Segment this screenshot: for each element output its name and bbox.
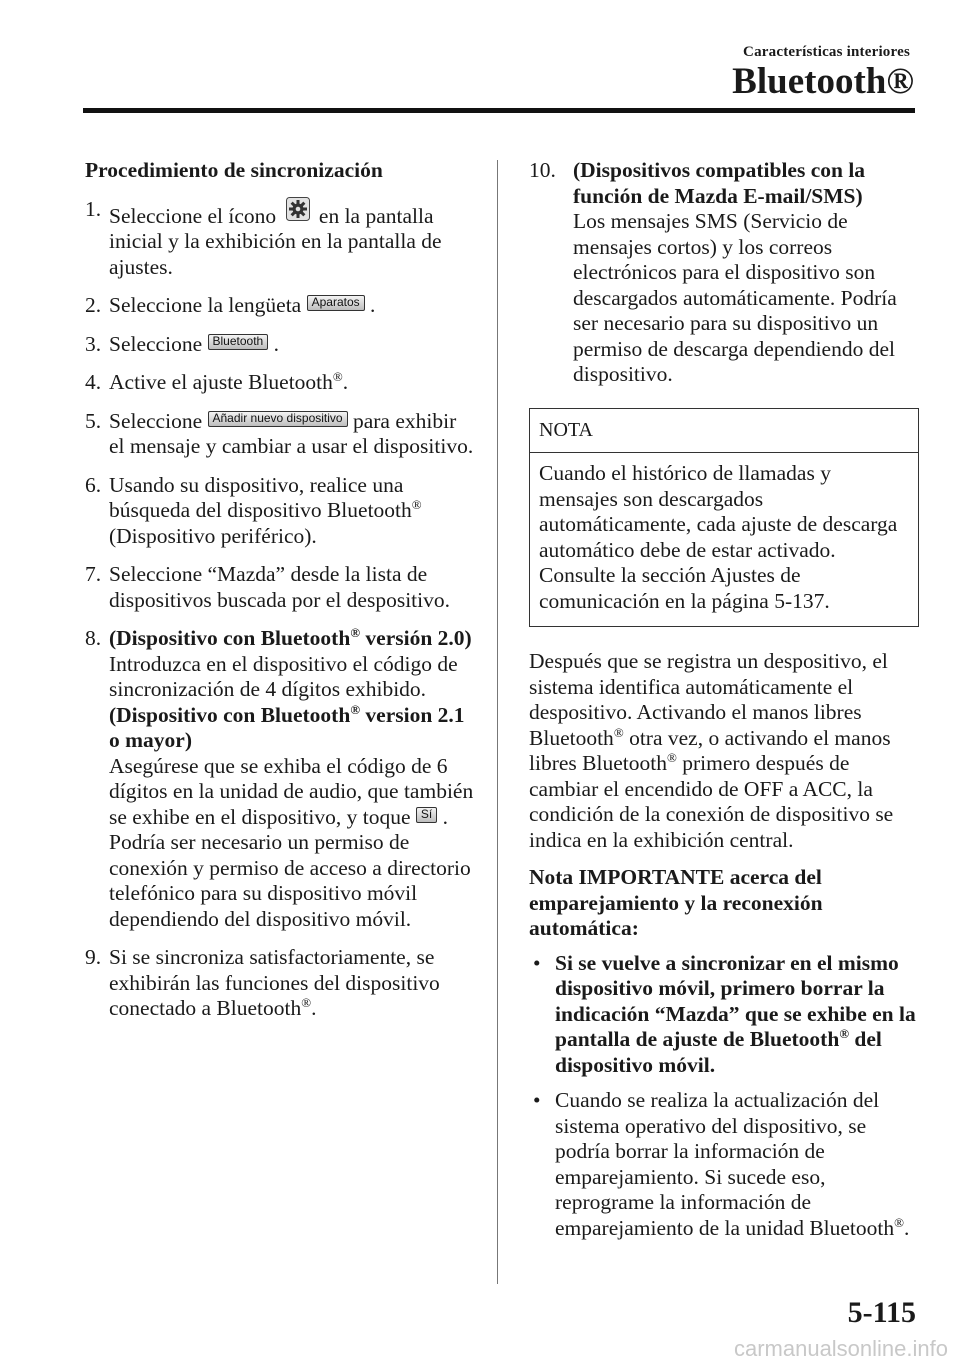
step-text-post: (Dispositivo periférico). xyxy=(109,523,317,548)
step-text-pre: Seleccione xyxy=(109,331,203,356)
registered-mark: ® xyxy=(411,496,422,512)
registered-mark: ® xyxy=(613,724,624,740)
step-9 xyxy=(85,945,475,1022)
step-text-post: . xyxy=(442,804,449,829)
add-new-device-button[interactable]: Añadir nuevo dispositivo xyxy=(208,411,348,427)
registered-mark: ® xyxy=(350,701,361,717)
step-number: 5. xyxy=(85,408,102,433)
step-text-pre: Usando su dispositivo, realice una búsqueda del dispositivo Bluetooth xyxy=(109,472,412,522)
step-3 xyxy=(85,332,475,358)
registered-mark: ® xyxy=(350,624,361,640)
step-text xyxy=(109,945,475,1022)
registered-mark: ® xyxy=(839,1025,850,1041)
step-heading: (Dispositivo con Bluetooth® versión 2.0) xyxy=(109,624,472,650)
aparatos-tab-button[interactable]: Aparatos xyxy=(307,295,365,311)
step-1 xyxy=(85,197,475,281)
step-text-pre: Seleccione la lengüeta xyxy=(109,293,302,317)
step-text-post: . xyxy=(311,996,317,1020)
step-2 xyxy=(85,293,475,319)
step-4 xyxy=(85,370,475,396)
step-number: 10. xyxy=(529,158,556,182)
step-text: Seleccione “Mazda” desde la lista de dispositivos buscada por el despositivo. xyxy=(109,562,450,612)
step-7 xyxy=(85,562,475,613)
registered-mark: ® xyxy=(332,368,343,384)
step-number: 3. xyxy=(85,331,102,356)
step-heading: (Dispositivos compatibles con la función de Mazda E-mail/SMS) xyxy=(573,158,866,208)
step-paragraph: Asegúrese que se exhiba el código de 6 dígitos en la unidad de audio, que también se exhibe en el dispositivo, y toque xyxy=(109,753,474,829)
step-text xyxy=(573,158,919,388)
step-text xyxy=(109,197,475,281)
header-rule xyxy=(83,108,915,113)
step-number: 4. xyxy=(85,370,102,394)
bullet-text: Si se vuelve a sincronizar en el mismo dispositivo móvil, primero borrar la indicación “Mazda” que se exhibe en la pantalla de ajuste de Bluetooth® del dispositivo móvil. xyxy=(555,950,916,1077)
step-text-pre: Seleccione el ícono xyxy=(109,203,277,228)
step-text-post: en la pantalla inicial y la exhibición en la pantalla de ajustes. xyxy=(109,203,442,279)
right-column xyxy=(529,158,919,1251)
page-number: 5-115 xyxy=(847,1296,916,1329)
column-divider xyxy=(497,160,498,1284)
step-number: 2. xyxy=(85,293,102,317)
step-paragraph: Introduzca en el dispositivo el código de sincronización de 4 dígitos exhibido. xyxy=(109,651,458,701)
step-8 xyxy=(85,626,475,932)
step-10 xyxy=(529,158,919,388)
step-text-pre: Seleccione xyxy=(109,408,203,433)
important-heading: Nota IMPORTANTE acerca del emparejamiento y la reconexión automática: xyxy=(529,865,823,940)
bullet-text: Cuando se realiza la actualización del sistema operativo del dispositivo, se podría borrar la información de emparejamiento. Si sucede eso, reprograme la información de emparejamiento de la unidad Bluetooth®. xyxy=(555,1088,910,1240)
step-6 xyxy=(85,473,475,550)
step-text xyxy=(109,626,475,932)
step-number: 1. xyxy=(85,196,102,221)
step-text-post: . xyxy=(342,370,349,394)
section-label: Características interiores xyxy=(743,44,910,60)
step-number: 6. xyxy=(85,472,102,497)
yes-button[interactable]: Sí xyxy=(416,807,437,823)
step-number: 9. xyxy=(85,945,102,969)
note-text: Cuando el histórico de llamadas y mensajes son descargados automáticamente, cada ajuste de descarga automático debe de estar activado. Consulte la sección Ajustes de comunicación en la página 5-137. xyxy=(539,461,898,613)
procedure-title: Procedimiento de sincronización xyxy=(85,158,383,182)
step-text-pre: Si se sincroniza satisfactoriamente, se exhibirán las funciones del dispositivo conectado a Bluetooth xyxy=(109,945,440,1020)
step-text-post: para exhibir el mensaje y cambiar a usar el dispositivo. xyxy=(109,408,474,458)
step-number: 7. xyxy=(85,562,102,586)
step-text-post: . xyxy=(273,331,279,356)
step-number: 8. xyxy=(85,626,102,650)
watermark: carmanualsonline.info xyxy=(733,1336,948,1361)
step-paragraph: Los mensajes SMS (Servicio de mensajes cortos) y los correos electrónicos para el dispositivo son descargados automáticamente. Podría ser necesario para su dispositivo un permiso de descarga dependiendo del dispositivo. xyxy=(573,209,897,386)
step-text xyxy=(109,332,475,358)
registered-mark: ® xyxy=(894,1214,905,1230)
registered-mark: ® xyxy=(666,749,677,765)
step-text xyxy=(109,473,475,550)
left-column xyxy=(85,158,475,1035)
connection-paragraph: Después que se registra un despositivo, el sistema identifica automáticamente el despositivo. Activando el manos libres Bluetooth® otra vez, o activando el manos libres Bluetooth® primero después de cambiar el encendido de OFF a ACC, la condición de la conexión de dispositivo se indica en la exhibición central. xyxy=(529,649,894,852)
step-paragraph: Podría ser necesario un permiso de conexión y permiso de acceso a directorio telefónico para su dispositivo móvil dependiendo del dispositivo móvil. xyxy=(109,830,471,931)
step-text xyxy=(109,409,475,460)
settings-gear-icon xyxy=(286,197,310,221)
step-text xyxy=(109,370,475,396)
note-title: NOTA xyxy=(530,409,918,454)
section-title: Bluetooth® xyxy=(732,61,914,102)
step-heading: (Dispositivo con Bluetooth® version 2.1 o mayor) xyxy=(109,701,465,752)
registered-mark: ® xyxy=(301,994,312,1010)
bullet-item xyxy=(529,951,919,1079)
bullet-dot: • xyxy=(533,950,541,975)
bluetooth-button[interactable]: Bluetooth xyxy=(208,334,269,350)
step-text-pre: Active el ajuste Bluetooth xyxy=(109,370,333,394)
bullet-dot: • xyxy=(533,1088,541,1112)
bullet-item xyxy=(529,1088,919,1241)
step-5 xyxy=(85,409,475,460)
note-box xyxy=(529,408,919,628)
step-text xyxy=(109,293,475,319)
step-text-post: . xyxy=(370,293,376,317)
